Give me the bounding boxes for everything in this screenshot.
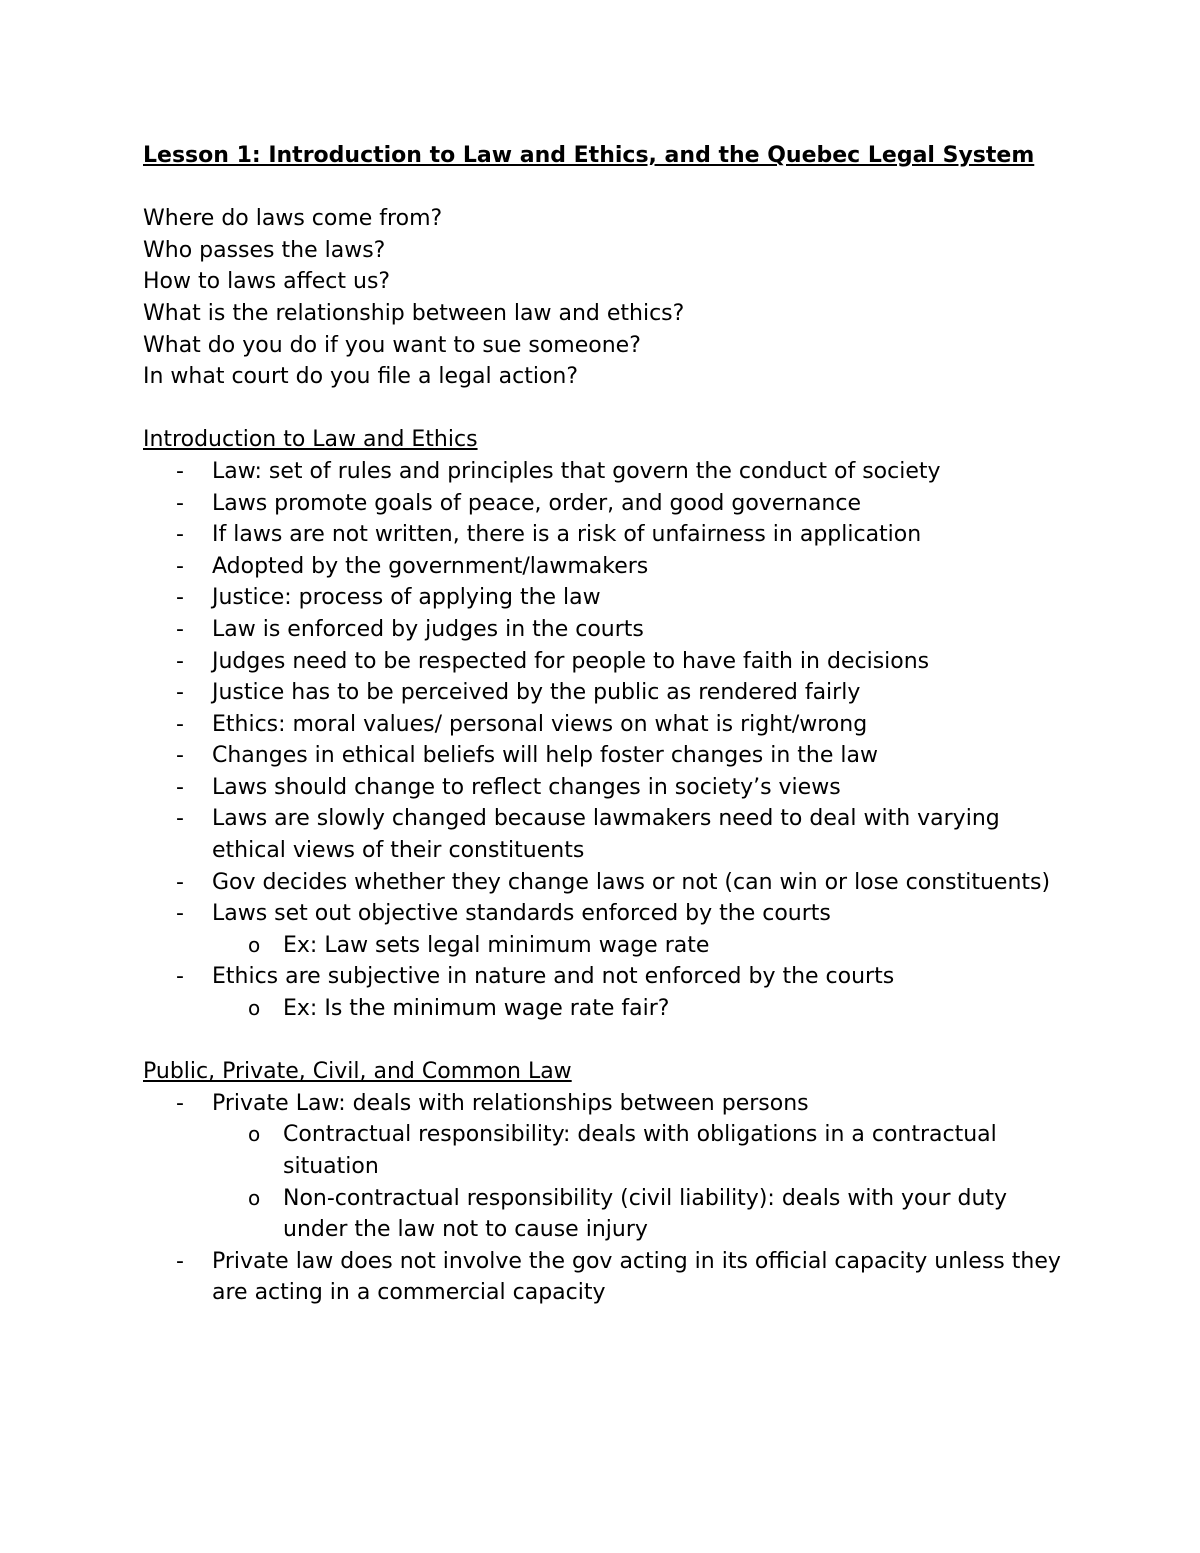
list-item: [143, 614, 1073, 646]
bullet-marker: -: [176, 901, 184, 927]
list-item-text: Justice: process of applying the law: [212, 585, 601, 611]
list-item: [143, 803, 1073, 866]
list-item-text: Laws should change to reflect changes in society’s views: [212, 774, 841, 800]
section-heading: Public, Private, Civil, and Common Law: [143, 1059, 572, 1085]
list-item-text: Private law does not involve the gov acting in its official capacity unless they are acting in a commercial capacity: [212, 1248, 1061, 1306]
list-item-text: Ethics are subjective in nature and not enforced by the courts: [212, 964, 895, 990]
list-item: [143, 740, 1073, 772]
bullet-marker: -: [176, 774, 184, 800]
bullet-marker: -: [176, 553, 184, 579]
list-item-text: Adopted by the government/lawmakers: [212, 553, 649, 579]
sub-list-item-text: Ex: Law sets legal minimum wage rate: [283, 932, 710, 958]
sub-list-item: [212, 1183, 1073, 1246]
list-item: [143, 898, 1073, 961]
question: Where do laws come from?: [143, 206, 443, 232]
list-item: [143, 582, 1073, 614]
list-item-text: Laws set out objective standards enforced by the courts: [212, 901, 831, 927]
bullet-marker: -: [176, 680, 184, 706]
bullet-marker: -: [176, 648, 184, 674]
list-item: [143, 646, 1073, 678]
bullet-marker: -: [176, 869, 184, 895]
spacer: [143, 1025, 1073, 1057]
question: What do you do if you want to sue someone?: [143, 332, 641, 358]
sub-bullet-marker: o: [248, 932, 261, 957]
bullet-marker: -: [176, 1248, 184, 1274]
list-item: [143, 488, 1073, 520]
question: How to laws affect us?: [143, 269, 391, 295]
list-item: [143, 772, 1073, 804]
list-item: [143, 551, 1073, 583]
sub-list-item-text: Contractual responsibility: deals with obligations in a contractual situation: [283, 1122, 997, 1179]
list-item-text: Justice has to be perceived by the public as rendered fairly: [212, 680, 861, 706]
document-page: [143, 140, 1073, 1309]
list-item: [143, 709, 1073, 741]
question: Who passes the laws?: [143, 237, 386, 263]
list-item-text: Law is enforced by judges in the courts: [212, 616, 644, 642]
bullet-marker: -: [176, 490, 184, 516]
sub-bullet-marker: o: [248, 1122, 261, 1147]
bullet-marker: -: [176, 616, 184, 642]
question-list: [143, 203, 1073, 393]
sub-bullet-marker: o: [248, 996, 261, 1021]
bullet-list: [143, 1088, 1073, 1309]
page-title: Lesson 1: Introduction to Law and Ethics, and the Quebec Legal System: [143, 143, 1035, 168]
list-item: [143, 677, 1073, 709]
bullet-marker: -: [176, 806, 184, 832]
bullet-marker: -: [176, 964, 184, 990]
bullet-marker: -: [176, 585, 184, 611]
list-item: [143, 1246, 1073, 1309]
sub-bullet-marker: o: [248, 1185, 261, 1210]
bullet-list: [143, 456, 1073, 1025]
list-item-text: Gov decides whether they change laws or not (can win or lose constituents): [212, 869, 1051, 895]
question: What is the relationship between law and ethics?: [143, 300, 685, 326]
question: In what court do you file a legal action?: [143, 364, 579, 390]
bullet-marker: -: [176, 743, 184, 769]
list-item-text: Laws promote goals of peace, order, and good governance: [212, 490, 861, 516]
spacer: [143, 172, 1073, 204]
sub-list-item: [212, 1119, 1073, 1182]
bullet-marker: -: [176, 458, 184, 484]
list-item-text: Changes in ethical beliefs will help foster changes in the law: [212, 743, 878, 769]
sub-list-item: [212, 993, 1073, 1025]
bullet-marker: -: [176, 1090, 184, 1116]
list-item-text: Law: set of rules and principles that govern the conduct of society: [212, 458, 941, 484]
list-item: [143, 456, 1073, 488]
bullet-marker: -: [176, 522, 184, 548]
list-item: [143, 1088, 1073, 1246]
section-public-private-law: [143, 1056, 1073, 1309]
list-item-text: Judges need to be respected for people to have faith in decisions: [212, 648, 930, 674]
list-item-text: Laws are slowly changed because lawmakers need to deal with varying ethical views of their constituents: [212, 806, 1000, 864]
sub-list-item: [212, 930, 1073, 962]
sub-bullet-list: [212, 1119, 1073, 1245]
list-item: [143, 961, 1073, 1024]
list-item: [143, 519, 1073, 551]
list-item-text: Ethics: moral values/ personal views on what is right/wrong: [212, 711, 868, 737]
section-law-and-ethics: [143, 424, 1073, 1024]
sub-bullet-list: [212, 930, 1073, 962]
list-item-text: Private Law: deals with relationships between persons: [212, 1090, 809, 1116]
spacer: [143, 393, 1073, 425]
section-heading: Introduction to Law and Ethics: [143, 427, 478, 453]
sub-list-item-text: Ex: Is the minimum wage rate fair?: [283, 996, 670, 1022]
list-item: [143, 867, 1073, 899]
sub-bullet-list: [212, 993, 1073, 1025]
sub-list-item-text: Non-contractual responsibility (civil liability): deals with your duty under the law not to cause injury: [283, 1185, 1008, 1243]
bullet-marker: -: [176, 711, 184, 737]
list-item-text: If laws are not written, there is a risk of unfairness in application: [212, 522, 922, 548]
